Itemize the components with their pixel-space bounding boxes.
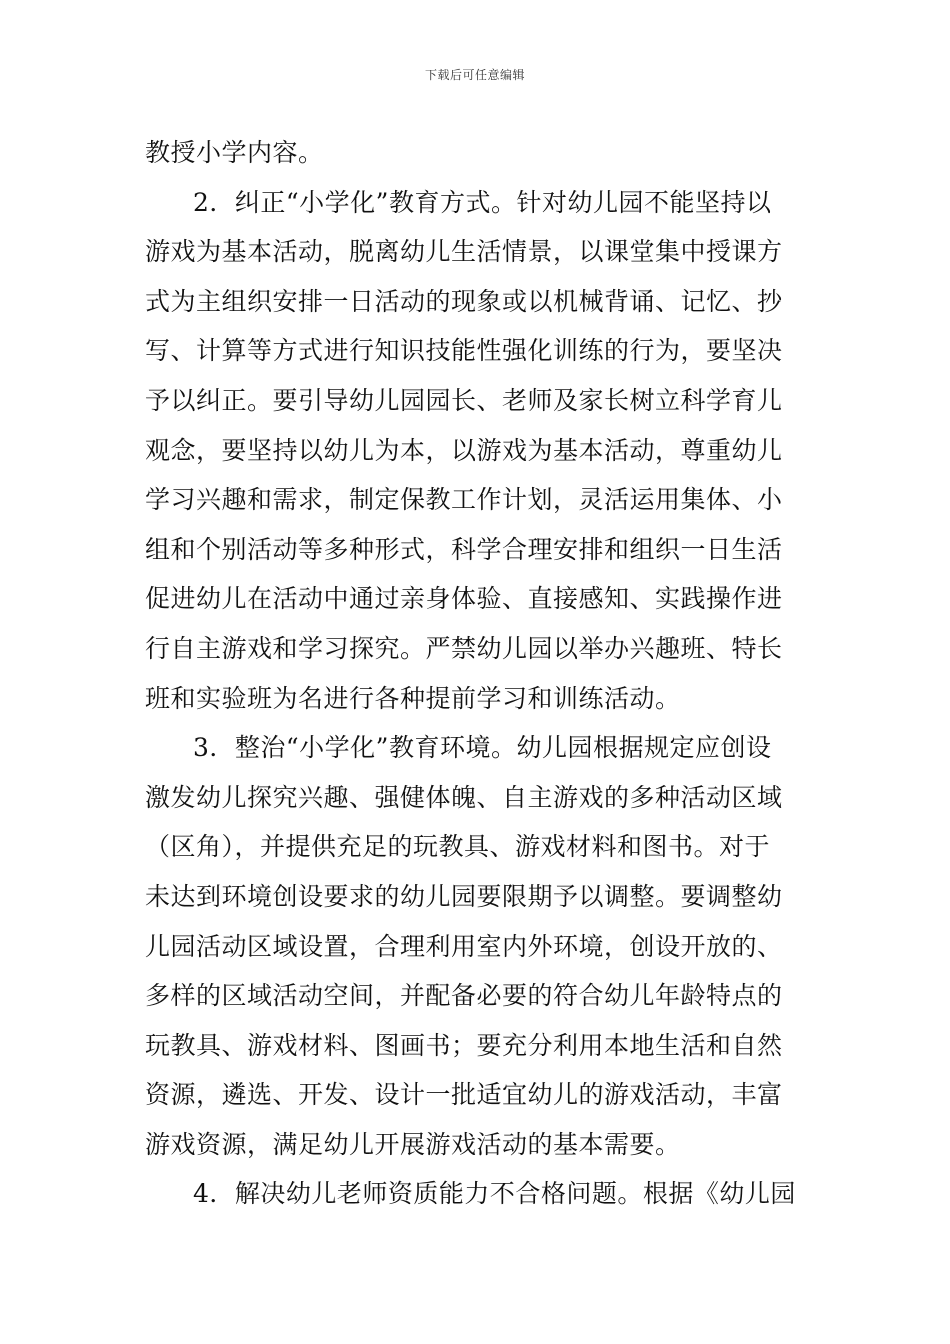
text-line: 促进幼儿在活动中通过亲身体验、直接感知、实践操作进 (145, 584, 783, 614)
text-line: 观念，要坚持以幼儿为本，以游戏为基本活动，尊重幼儿 (145, 435, 783, 465)
text-line: 学习兴趣和需求，制定保教工作计划，灵活运用集体、小 (145, 485, 783, 515)
text-line: 未达到环境创设要求的幼儿园要限期予以调整。要调整幼 (145, 881, 783, 911)
paragraph-start-line: 2．纠正“小学化”教育方式。针对幼儿园不能坚持以 (193, 187, 772, 217)
text-line: 游戏资源，满足幼儿开展游戏活动的基本需要。 (145, 1129, 681, 1159)
text-line: 儿园活动区域设置，合理利用室内外环境，创设开放的、 (145, 931, 783, 961)
text-line: 资源，遴选、开发、设计一批适宜幼儿的游戏活动，丰富 (145, 1080, 783, 1110)
paragraph-start-line: 4．解决幼儿老师资质能力不合格问题。根据《幼儿园 (193, 1179, 796, 1209)
paragraph-start-line: 3．整治“小学化”教育环境。幼儿园根据规定应创设 (193, 733, 772, 763)
page-header: 下载后可任意编辑 (424, 68, 525, 82)
text-line: 多样的区域活动空间，并配备必要的符合幼儿年龄特点的 (145, 981, 783, 1011)
text-line: （区角），并提供充足的玩教具、游戏材料和图书。对于 (145, 832, 771, 862)
text-line: 写、计算等方式进行知识技能性强化训练的行为，要坚决 (145, 336, 783, 366)
text-line: 组和个别活动等多种形式，科学合理安排和组织一日生活 (145, 534, 783, 564)
text-line: 行自主游戏和学习探究。严禁幼儿园以举办兴趣班、特长 (145, 633, 783, 663)
text-line: 教授小学内容。 (145, 138, 324, 167)
text-line: 予以纠正。要引导幼儿园园长、老师及家长树立科学育儿 (145, 385, 783, 415)
body-text (145, 128, 810, 1219)
text-line: 玩教具、游戏材料、图画书；要充分利用本地生活和自然 (145, 1030, 783, 1060)
text-line: 激发幼儿探究兴趣、强健体魄、自主游戏的多种活动区域 (145, 782, 783, 812)
text-line: 式为主组织安排一日活动的现象或以机械背诵、记忆、抄 (145, 286, 783, 316)
text-line: 班和实验班为名进行各种提前学习和训练活动。 (145, 683, 681, 713)
text-line: 游戏为基本活动，脱离幼儿生活情景，以课堂集中授课方 (145, 237, 783, 267)
